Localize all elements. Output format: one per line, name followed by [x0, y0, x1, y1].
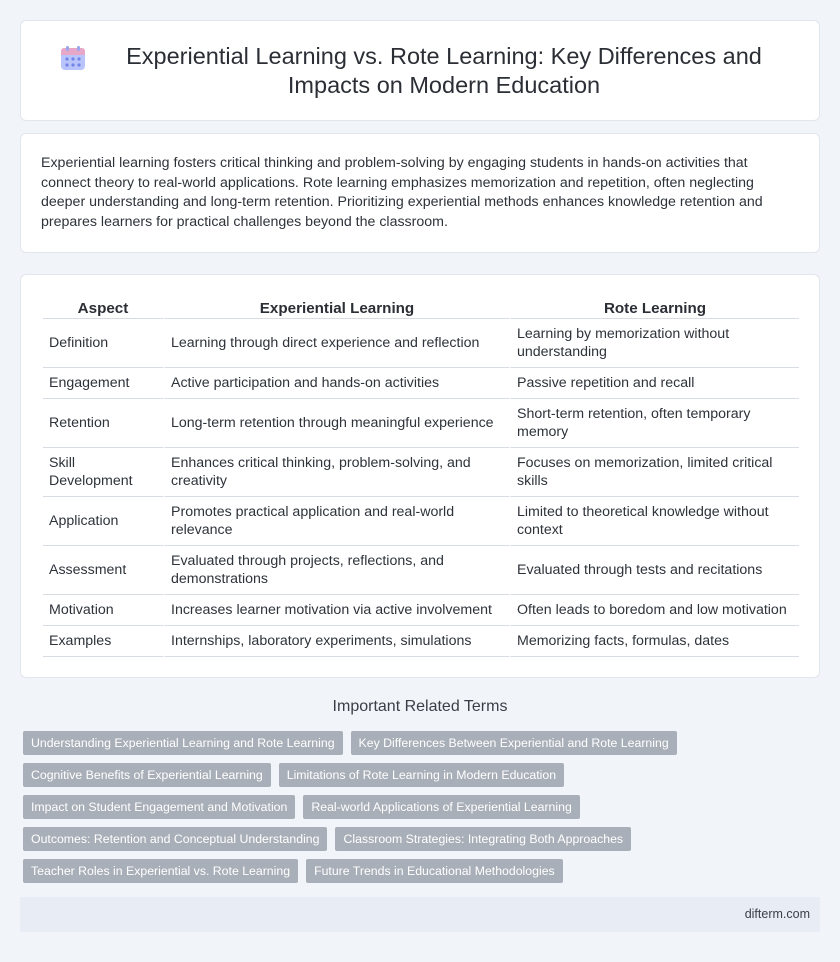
related-terms-list	[23, 731, 823, 891]
related-term-tag[interactable]: Real-world Applications of Experiential Learning	[303, 795, 579, 819]
intro-card	[20, 133, 820, 253]
table-cell-experiential: Increases learner motivation via active involvement	[163, 595, 509, 626]
footer	[20, 897, 820, 932]
table-row	[43, 399, 799, 448]
table-cell-aspect: Examples	[43, 626, 163, 657]
table-cell-aspect: Motivation	[43, 595, 163, 626]
tag-row	[23, 827, 823, 851]
intro-paragraph: Experiential learning fosters critical thinking and problem-solving by engaging students in hands-on activities that connect theory to real-world applications. Rote learning emphasizes memorization and repetition, often neglecting deeper understanding and long-term retention. Prioritizing experiential methods enhances knowledge retention and prepares learners for practical challenges beyond the classroom.	[41, 155, 763, 230]
comparison-table	[43, 295, 799, 657]
header-aspect: Aspect	[43, 295, 163, 319]
table-cell-experiential: Promotes practical application and real-world relevance	[163, 497, 509, 546]
table-cell-experiential: Long-term retention through meaningful experience	[163, 399, 509, 448]
tag-row	[23, 859, 823, 883]
table-cell-rote: Memorizing facts, formulas, dates	[509, 626, 799, 657]
header-experiential: Experiential Learning	[163, 295, 509, 319]
table-row	[43, 497, 799, 546]
related-term-tag[interactable]: Teacher Roles in Experiential vs. Rote Learning	[23, 859, 298, 883]
table-cell-aspect: Skill Development	[43, 448, 163, 497]
table-row	[43, 595, 799, 626]
table-cell-rote: Short-term retention, often temporary memory	[509, 399, 799, 448]
table-cell-aspect: Application	[43, 497, 163, 546]
table-cell-rote: Focuses on memorization, limited critical skills	[509, 448, 799, 497]
related-term-tag[interactable]: Understanding Experiential Learning and Rote Learning	[23, 731, 343, 755]
table-cell-aspect: Assessment	[43, 546, 163, 595]
table-cell-aspect: Retention	[43, 399, 163, 448]
related-term-tag[interactable]: Cognitive Benefits of Experiential Learning	[23, 763, 271, 787]
table-row	[43, 546, 799, 595]
table-row	[43, 368, 799, 399]
table-cell-aspect: Definition	[43, 319, 163, 368]
table-cell-rote: Learning by memorization without understanding	[509, 319, 799, 368]
related-term-tag[interactable]: Outcomes: Retention and Conceptual Understanding	[23, 827, 327, 851]
related-terms-title: Important Related Terms	[332, 698, 508, 715]
table-row	[43, 319, 799, 368]
calendar-icon	[60, 46, 86, 72]
table-cell-experiential: Evaluated through projects, reflections, and demonstrations	[163, 546, 509, 595]
related-term-tag[interactable]: Classroom Strategies: Integrating Both Approaches	[335, 827, 631, 851]
table-header-row	[43, 295, 799, 319]
footer-site-name[interactable]: difterm.com	[744, 907, 810, 921]
table-cell-experiential: Enhances critical thinking, problem-solving, and creativity	[163, 448, 509, 497]
header-card	[20, 20, 820, 121]
table-cell-rote: Passive repetition and recall	[509, 368, 799, 399]
table-cell-rote: Limited to theoretical knowledge without context	[509, 497, 799, 546]
comparison-table-card	[20, 274, 820, 678]
table-row	[43, 626, 799, 657]
related-term-tag[interactable]: Key Differences Between Experiential and Rote Learning	[351, 731, 677, 755]
table-cell-experiential: Internships, laboratory experiments, simulations	[163, 626, 509, 657]
table-row	[43, 448, 799, 497]
tag-row	[23, 763, 823, 787]
related-term-tag[interactable]: Future Trends in Educational Methodologies	[306, 859, 563, 883]
page-title: Experiential Learning vs. Rote Learning: Key Differences and Impacts on Modern Education	[126, 42, 762, 98]
tag-row	[23, 731, 823, 755]
table-cell-aspect: Engagement	[43, 368, 163, 399]
related-term-tag[interactable]: Impact on Student Engagement and Motivation	[23, 795, 295, 819]
table-cell-rote: Often leads to boredom and low motivation	[509, 595, 799, 626]
table-cell-experiential: Learning through direct experience and reflection	[163, 319, 509, 368]
tag-row	[23, 795, 823, 819]
table-cell-experiential: Active participation and hands-on activities	[163, 368, 509, 399]
related-term-tag[interactable]: Limitations of Rote Learning in Modern Education	[279, 763, 564, 787]
header-rote: Rote Learning	[509, 295, 799, 319]
table-cell-rote: Evaluated through tests and recitations	[509, 546, 799, 595]
